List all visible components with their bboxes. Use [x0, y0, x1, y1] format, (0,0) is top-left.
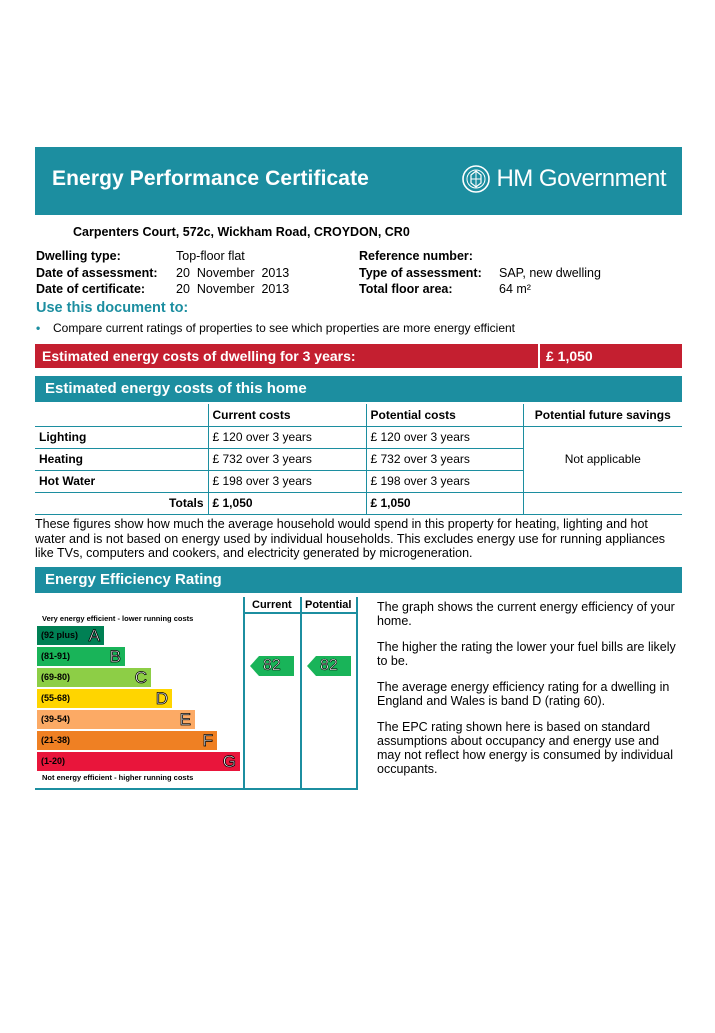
hm-government-logo: [461, 164, 666, 194]
dwelling-details: [36, 248, 289, 298]
efficiency-paragraph: The graph shows the current energy efficiency of your home.: [377, 600, 675, 628]
efficiency-section-header: [35, 567, 682, 593]
very-efficient-caption: Very energy efficient - lower running costs: [42, 614, 194, 623]
rating-band-g: [37, 752, 240, 771]
row-label-hot-water: Hot Water: [35, 470, 208, 492]
rating-band-a: [37, 626, 104, 645]
estimated-3yr-cost-bar: [35, 344, 682, 368]
use-document-item-text: Compare current ratings of properties to see which properties are more energy efficient: [53, 321, 516, 335]
rating-band-letter: E: [179, 710, 191, 729]
costs-explanation: These figures show how much the average household would spend in this property for heating, lighting and hot water and is not based on energy used by individual households. This excludes energy use for running appliances like TVs, computers and cookers, and electricity generated by microgeneration.: [35, 517, 666, 560]
dwelling-type-label: Dwelling type:: [36, 249, 121, 263]
column-potential-label: Potential: [305, 599, 352, 611]
property-address: Carpenters Court, 572c, Wickham Road, CROYDON, CR0: [73, 225, 410, 239]
efficiency-rating-chart: [35, 597, 358, 790]
rating-band-range: (81-91): [41, 651, 71, 661]
not-efficient-caption: Not energy efficient - higher running costs: [42, 773, 194, 782]
divider: [538, 344, 540, 368]
government-name: HM Government: [496, 165, 666, 192]
chart-divider: [243, 597, 245, 790]
efficiency-paragraph: The higher the rating the lower your fuel bills are likely to be.: [377, 640, 676, 668]
rating-band-letter: D: [155, 689, 168, 708]
rating-band-letter: G: [222, 752, 236, 771]
reference-details: [359, 248, 659, 298]
floor-area-value: 64 m²: [499, 282, 531, 296]
current-rating-arrow: [250, 656, 294, 676]
rating-band-range: (92 plus): [41, 630, 79, 640]
column-current-label: Current: [252, 599, 292, 611]
dwelling-type-value: Top-floor flat: [176, 249, 245, 263]
reference-number-label: Reference number:: [359, 249, 473, 263]
totals-row: [35, 492, 682, 514]
page-header: [35, 147, 682, 215]
row-label-heating: Heating: [35, 448, 208, 470]
rating-band-b: [37, 647, 125, 666]
costs-section-header: [35, 376, 682, 402]
page-title: Energy Performance Certificate: [52, 167, 369, 190]
energy-costs-table: [35, 404, 682, 515]
efficiency-paragraph: The EPC rating shown here is based on standard assumptions about occupancy and energy use and may not reflect how energy is consumed by individual occupants.: [377, 720, 673, 776]
use-document-title: Use this document to:: [36, 300, 189, 316]
rating-band-range: (69-80): [41, 672, 71, 682]
rating-band-letter: B: [109, 647, 121, 666]
chart-divider: [356, 597, 358, 790]
rating-band-range: (1-20): [41, 756, 66, 766]
cell-current: £ 198 over 3 years: [208, 470, 366, 492]
rating-band-f: [37, 731, 217, 750]
potential-rating-arrow: [307, 656, 351, 676]
assessment-date-value: 20 November 2013: [176, 265, 290, 280]
reference-number-value: [499, 248, 659, 258]
table-header-current: Current costs: [208, 404, 366, 426]
cell-current: £ 732 over 3 years: [208, 448, 366, 470]
cell-current: £ 120 over 3 years: [208, 426, 366, 448]
assessment-date-label: Date of assessment:: [36, 265, 158, 280]
rating-band-e: [37, 710, 195, 729]
potential-savings-value: Not applicable: [523, 426, 682, 492]
table-row: [35, 426, 682, 448]
efficiency-paragraph: The average energy efficiency rating for a dwelling in England and Wales is band D (rating 60).: [377, 680, 670, 708]
rating-band-c: [37, 668, 151, 687]
row-label-lighting: Lighting: [35, 426, 208, 448]
costs-section-title: Estimated energy costs of this home: [45, 380, 307, 397]
assessment-type-value: SAP, new dwelling: [499, 265, 601, 280]
rating-band-range: (39-54): [41, 714, 71, 724]
current-rating-value: 82: [263, 657, 281, 674]
table-header-empty: [35, 404, 208, 426]
bullet-icon: •: [36, 321, 41, 335]
rating-band-letter: F: [202, 731, 213, 750]
rating-band-range: (21-38): [41, 735, 71, 745]
table-header-savings: Potential future savings: [523, 404, 682, 426]
efficiency-section-title: Energy Efficiency Rating: [45, 571, 222, 588]
certificate-date-value: 20 November 2013: [176, 282, 290, 296]
chart-header-line: [243, 612, 358, 614]
totals-potential: £ 1,050: [366, 492, 523, 514]
rating-band-range: (55-68): [41, 693, 71, 703]
potential-rating-value: 82: [320, 657, 338, 674]
rating-band-letter: C: [134, 668, 147, 687]
totals-savings-empty: [523, 492, 682, 514]
estimated-3yr-cost-value: £ 1,050: [546, 348, 593, 364]
cell-potential: £ 198 over 3 years: [366, 470, 523, 492]
use-document-item: [36, 321, 515, 335]
cell-potential: £ 732 over 3 years: [366, 448, 523, 470]
totals-label: Totals: [35, 492, 208, 514]
floor-area-label: Total floor area:: [359, 282, 453, 296]
efficiency-explanation: [377, 600, 682, 788]
rating-band-d: [37, 689, 172, 708]
cell-potential: £ 120 over 3 years: [366, 426, 523, 448]
chart-divider: [300, 597, 302, 790]
totals-current: £ 1,050: [208, 492, 366, 514]
royal-crest-icon: [461, 164, 491, 194]
certificate-date-label: Date of certificate:: [36, 282, 146, 296]
table-header-potential: Potential costs: [366, 404, 523, 426]
table-header-row: [35, 404, 682, 426]
rating-band-letter: A: [88, 626, 100, 645]
estimated-3yr-cost-label: Estimated energy costs of dwelling for 3 years:: [42, 348, 356, 364]
assessment-type-label: Type of assessment:: [359, 265, 482, 280]
